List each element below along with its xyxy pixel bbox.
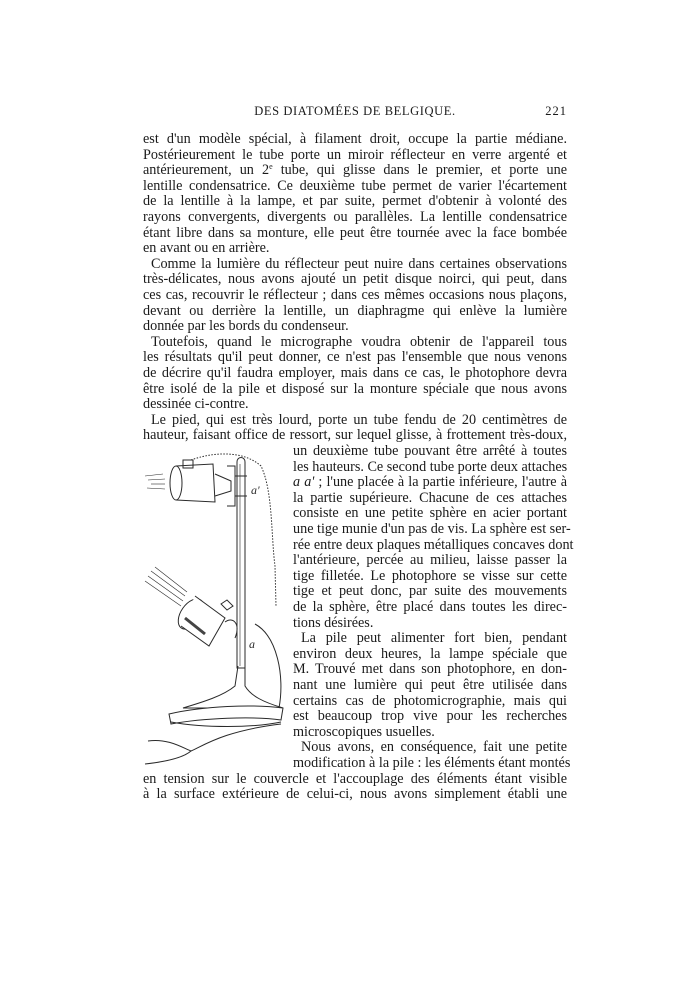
text-line: [143, 304, 567, 320]
text-line: [293, 536, 574, 554]
text-line: [143, 210, 567, 226]
label-a-prime: a': [251, 483, 260, 497]
line-text: microscopiques usuelles.: [293, 723, 435, 740]
line-text: La pile peut alimenter fort bien, pendant: [301, 630, 567, 647]
line-text: un deuxième tube pouvant être arrêté à toutes: [293, 443, 567, 459]
text-line: [143, 350, 567, 366]
text-line: [293, 444, 567, 460]
line-text: tions désirées.: [293, 614, 374, 631]
text-line: [293, 506, 567, 522]
line-text: nant une lumière qui peut être utilisée dans: [293, 677, 567, 693]
line-text: les résultats qu'il peut donner, ce n'est pas l'ensemble que nous venons: [143, 349, 567, 366]
photophore-stand-illustration: [143, 446, 288, 766]
lower-photophore: [173, 594, 237, 646]
line-text: devant ou derrière la lentille, un diaphragme qui enlève la lumière: [143, 302, 567, 319]
text-line: [293, 662, 567, 678]
running-head: [143, 104, 567, 122]
text-line: [293, 709, 567, 725]
line-text: environ deux heures, la lampe spéciale que: [293, 645, 567, 662]
text-line: [143, 226, 567, 242]
italic-reference: a a': [293, 474, 315, 491]
text-line: [143, 319, 567, 335]
line-text: rayons convergents, divergents ou parallèles. La lentille condensatrice: [143, 209, 567, 225]
line-text: en tension sur le couvercle et l'accouplage des éléments étant visible: [143, 770, 567, 787]
text-line: [293, 631, 567, 647]
line-text: de décrire qu'il faudra employer, mais dans ce cas, le photophore devra: [143, 365, 567, 381]
text-line: [293, 616, 567, 632]
line-text: modification à la pile : les éléments étant montés: [293, 755, 571, 771]
text-line: [293, 569, 567, 585]
power-cord: [148, 724, 281, 751]
text-line: [143, 428, 567, 444]
line-text: est d'un modèle spécial, à filament droit, occupe la partie médiane.: [143, 131, 567, 147]
vertical-rod: [235, 458, 247, 669]
line-text: à la surface extérieure de celui-ci, nous avons simplement établi une: [143, 786, 567, 803]
text-line: [143, 257, 567, 273]
line-text: antérieurement, un 2: [143, 162, 270, 179]
text-line: [293, 460, 567, 476]
text-line: [293, 740, 567, 756]
line-text: ; l'une placée à la partie inférieure, l'autre à: [314, 474, 567, 491]
text-line: [293, 521, 571, 538]
text-line: [143, 132, 567, 148]
text-line: [293, 553, 567, 569]
text-line: [293, 491, 567, 507]
line-text: dessinée ci-contre.: [143, 396, 249, 413]
line-text: très-délicates, nous avons ajouté un petit disque noirci, qui peut, dans: [143, 271, 567, 288]
text-line: [143, 397, 567, 413]
text-line: [143, 366, 567, 382]
ordinal-superscript: e: [269, 162, 273, 172]
text-line: [143, 787, 567, 803]
line-text: M. Trouvé met dans son photophore, en don-: [293, 661, 567, 678]
light-rays-lower: [145, 567, 187, 606]
line-text: rée entre deux plaques métalliques concaves dont: [293, 536, 574, 553]
text-line: [143, 163, 567, 179]
stand-base: [169, 624, 283, 727]
light-rays-upper: [145, 474, 165, 489]
label-a: a: [249, 637, 255, 651]
text-line: [143, 241, 567, 257]
line-text: Nous avons, en conséquence, fait une petite: [301, 739, 567, 756]
running-title: DES DIATOMÉES DE BELGIQUE.: [254, 104, 456, 118]
electric-wire: [191, 454, 276, 606]
line-text: étant libre dans sa monture, elle peut être tournée avec la face bombée: [143, 224, 567, 241]
text-line: [293, 755, 571, 772]
line-text: être isolé de la pile et disposé sur la monture spéciale que nous avons: [143, 380, 567, 397]
line-text: tube, qui glisse dans le premier, et porte une: [272, 162, 567, 179]
text-line: [293, 647, 567, 663]
line-text: Le pied, qui est très lourd, porte un tube fendu de 20 centimètres de: [151, 411, 567, 428]
line-text: ces cas, recouvrir le réflecteur ; dans ces mêmes occasions nous plaçons,: [143, 287, 567, 303]
line-text: de la lentille à la lampe, et par suite, permet d'obtenir à volonté des: [143, 193, 567, 210]
text-line: [293, 584, 567, 600]
text-line: [143, 382, 567, 398]
upper-photophore: [170, 460, 235, 506]
line-text: hauteur, faisant office de ressort, sur lequel glisse, à frottement très-doux,: [143, 427, 567, 444]
line-text: tige filletée. Le photophore se visse sur cette: [293, 567, 567, 584]
text-line: [293, 600, 567, 616]
line-text: une tige munie d'un pas de vis. La sphère est ser-: [293, 521, 571, 537]
line-text: donnée par les bords du condenseur.: [143, 318, 349, 335]
line-text: de la sphère, être placé dans toutes les direc-: [293, 599, 567, 615]
text-line: [143, 148, 567, 164]
line-text: l'antérieure, percée au milieu, laisse passer la: [293, 552, 567, 569]
line-text: Toutefois, quand le micrographe voudra obtenir de l'appareil tous: [151, 333, 567, 350]
text-line: [143, 179, 567, 195]
line-text: les hauteurs. Ce second tube porte deux attaches: [293, 458, 568, 475]
line-text: est beaucoup trop vive pour les recherches: [293, 708, 567, 725]
text-line: [293, 678, 567, 694]
text-line: [143, 335, 567, 351]
line-text: lentille condensatrice. Ce deuxième tube permet de varier l'écartement: [143, 177, 567, 194]
text-line: [293, 725, 567, 741]
line-text: la partie supérieure. Chacune de ces attaches: [293, 489, 567, 506]
line-text: Comme la lumière du réflecteur peut nuire dans certaines observations: [151, 255, 567, 272]
line-text: certains cas de photomicrographie, mais qui: [293, 692, 567, 709]
page-number: 221: [545, 104, 567, 118]
text-line: [293, 475, 567, 491]
text-line: [143, 413, 567, 429]
text-line: [143, 288, 567, 304]
text-line: [293, 694, 567, 710]
line-text: Postérieurement le tube porte un miroir réflecteur en verre argenté et: [143, 146, 567, 163]
line-text: tige et peut donc, par suite des mouvements: [293, 583, 567, 600]
text-line: [143, 272, 567, 288]
line-text: consiste en une petite sphère en acier portant: [293, 505, 567, 522]
line-text: en avant ou en arrière.: [143, 240, 270, 257]
text-line: [143, 194, 567, 210]
text-line: [143, 772, 567, 788]
